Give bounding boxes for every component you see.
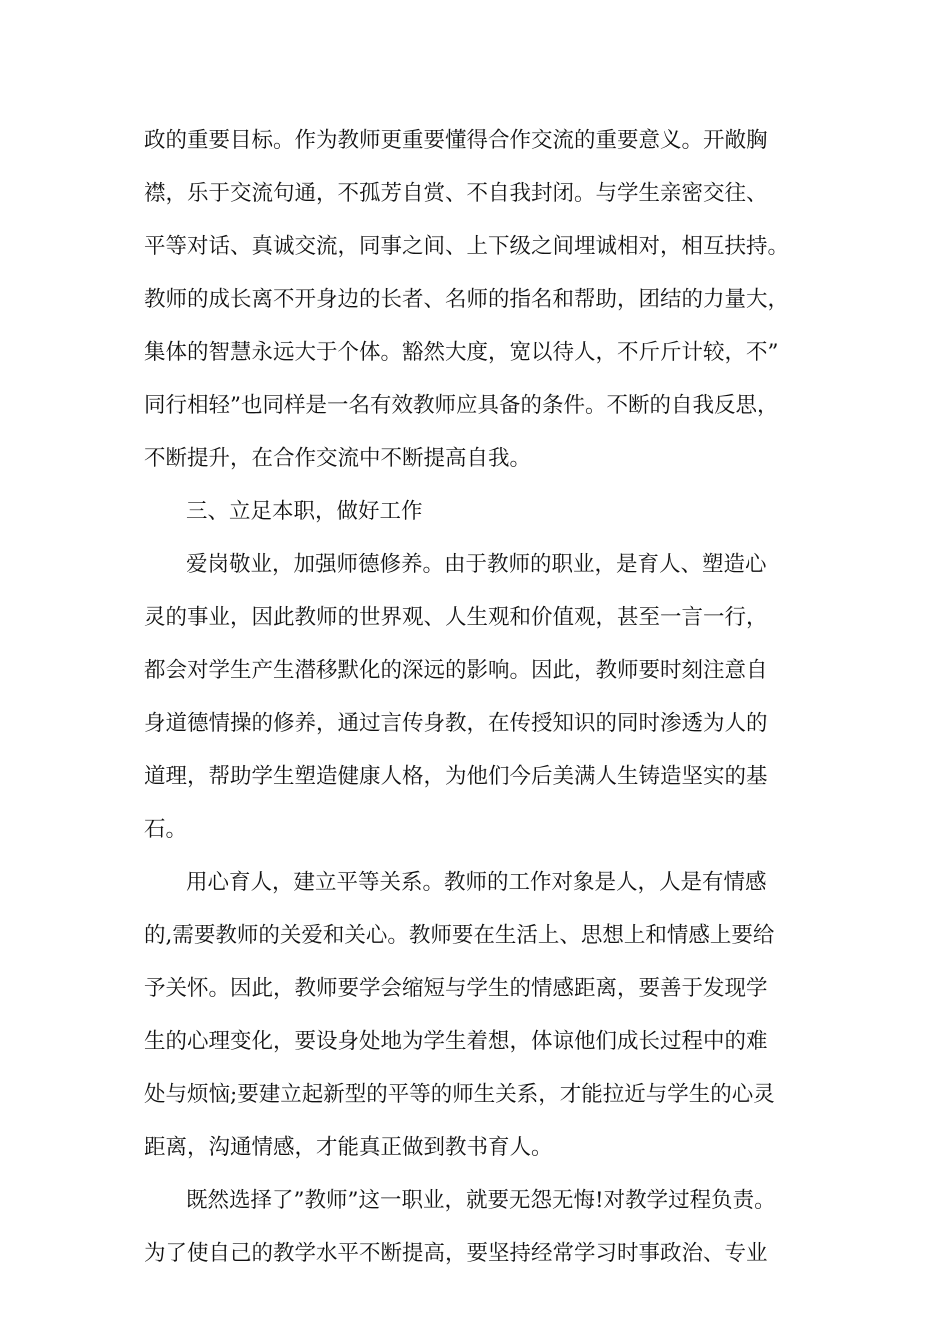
text-line: 灵的事业，因此教师的世界观、人生观和价值观，甚至一言一行，	[144, 605, 768, 630]
text-line: 襟，乐于交流句通，不孤芳自赏、不自我封闭。与学生亲密交往、	[144, 181, 768, 206]
text-line: 的,需要教师的关爱和关心。教师要在生活上、思想上和情感上要给	[144, 923, 775, 948]
text-line: 用心育人，建立平等关系。教师的工作对象是人，人是有情感	[186, 870, 767, 895]
text-line: 既然选择了”教师”这一职业，就要无怨无悔!对教学过程负责。	[186, 1188, 776, 1213]
text-line: 都会对学生产生潜移默化的深远的影响。因此，教师要时刻注意自	[144, 658, 768, 683]
text-line: 身道德情操的修养，通过言传身教，在传授知识的同时渗透为人的	[144, 711, 768, 736]
section-heading: 三、立足本职，做好工作	[186, 499, 423, 524]
text-line: 同行相轻”也同样是一名有效教师应具备的条件。不断的自我反思，	[144, 393, 779, 418]
text-line: 距离，沟通情感，才能真正做到教书育人。	[144, 1135, 553, 1160]
text-line: 生的心理变化，要设身处地为学生着想，体谅他们成长过程中的难	[144, 1029, 768, 1054]
text-line: 平等对话、真诚交流，同事之间、上下级之间埋诚相对，相互扶持。	[144, 234, 790, 259]
text-line: 政的重要目标。作为教师更重要懂得合作交流的重要意义。开敞胸	[144, 128, 768, 153]
text-line: 集体的智慧永远大于个体。豁然大度，宽以待人，不斤斤计较，不”	[144, 340, 779, 365]
text-line: 予关怀。因此，教师要学会缩短与学生的情感距离，要善于发现学	[144, 976, 768, 1001]
text-line: 不断提升，在合作交流中不断提高自我。	[144, 446, 532, 471]
text-line: 为了使自己的教学水平不断提高，要坚持经常学习时事政治、专业	[144, 1241, 768, 1266]
text-line: 爱岗敬业，加强师德修养。由于教师的职业，是育人、塑造心	[186, 552, 767, 577]
text-line: 处与烦恼;要建立起新型的平等的师生关系，才能拉近与学生的心灵	[144, 1082, 775, 1107]
text-line: 教师的成长离不开身边的长者、名师的指名和帮助，团结的力量大，	[144, 287, 790, 312]
text-line: 石。	[144, 817, 188, 842]
text-line: 道理，帮助学生塑造健康人格，为他们今后美满人生铸造坚实的基	[144, 764, 768, 789]
